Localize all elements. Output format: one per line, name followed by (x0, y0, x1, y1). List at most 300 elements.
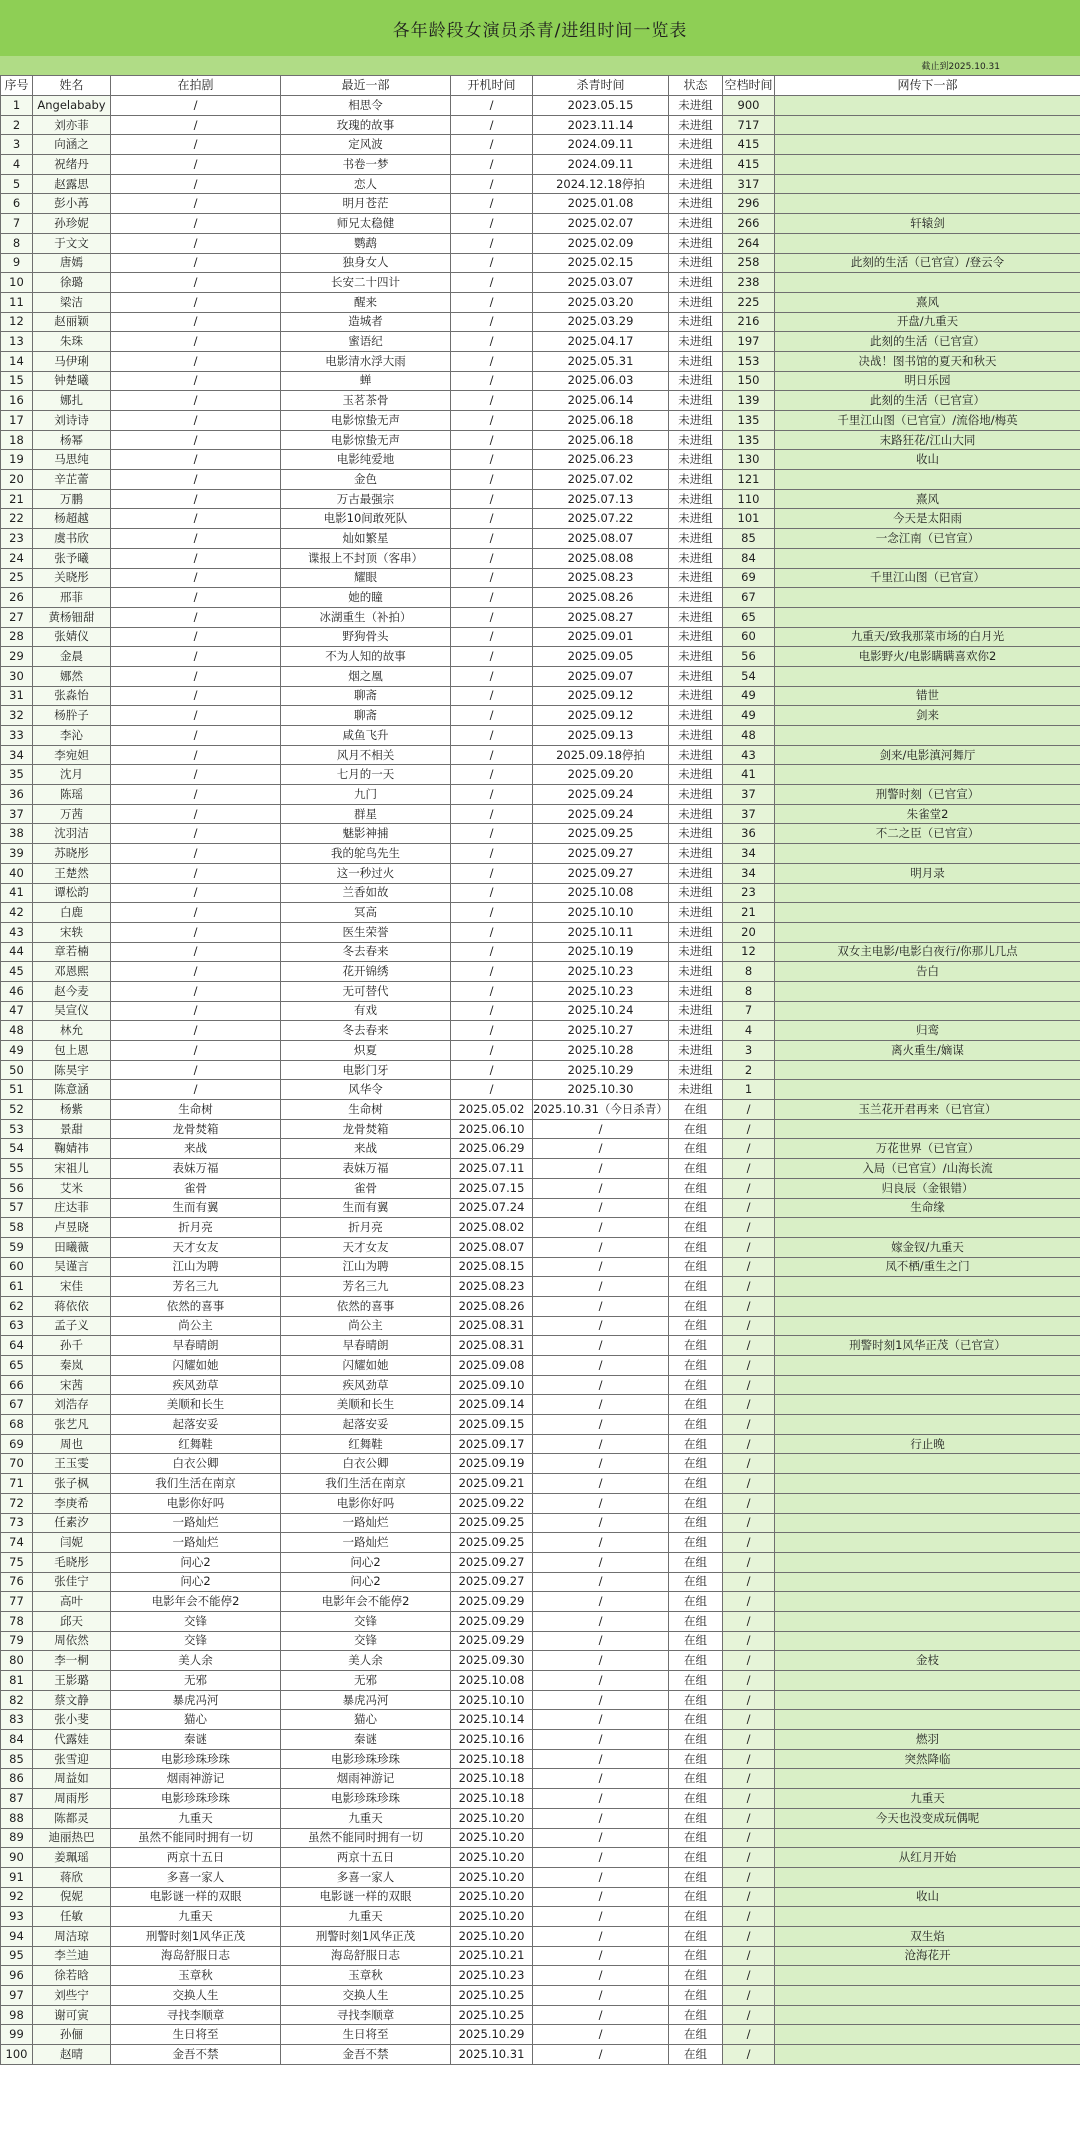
cell-status: 在组 (669, 1749, 723, 1769)
cell-shooting: / (111, 194, 281, 214)
table-row (1, 1789, 1080, 1809)
cell-shooting: 电影珍珠珍珠 (111, 1789, 281, 1809)
cell-name: 孙千 (33, 1336, 111, 1356)
cell-status: 在组 (669, 2025, 723, 2045)
cell-status: 未进组 (669, 351, 723, 371)
cell-next: 此刻的生活（已官宣） (775, 332, 1080, 352)
cell-shooting: 一路灿烂 (111, 1513, 281, 1533)
cell-recent: 九重天 (281, 1907, 451, 1927)
table-row (1, 214, 1080, 234)
table-row (1, 1552, 1080, 1572)
cell-gap: / (723, 1966, 775, 1986)
cell-next (775, 1119, 1080, 1139)
cell-name: 周依然 (33, 1631, 111, 1651)
cell-gap: 48 (723, 726, 775, 746)
cell-recent: 电影惊蛰无声 (281, 411, 451, 431)
cell-next (775, 1572, 1080, 1592)
cell-name: 张小斐 (33, 1710, 111, 1730)
cell-next (775, 115, 1080, 135)
cell-shooting: / (111, 1060, 281, 1080)
cell-wrap: / (533, 1966, 669, 1986)
cell-status: 在组 (669, 1828, 723, 1848)
cell-name: 周洁琼 (33, 1926, 111, 1946)
cell-no: 58 (1, 1218, 33, 1238)
cell-start: 2025.10.20 (451, 1926, 533, 1946)
cell-status: 未进组 (669, 214, 723, 234)
cell-recent: 白衣公卿 (281, 1454, 451, 1474)
table-row (1, 351, 1080, 371)
cell-recent: 明月苍茫 (281, 194, 451, 214)
cell-gap: 69 (723, 568, 775, 588)
cell-recent: 美人余 (281, 1651, 451, 1671)
cell-status: 未进组 (669, 371, 723, 391)
cell-shooting: / (111, 135, 281, 155)
cell-next: 突然降临 (775, 1749, 1080, 1769)
cell-status: 未进组 (669, 430, 723, 450)
table-row (1, 1690, 1080, 1710)
cell-gap: / (723, 1867, 775, 1887)
cell-recent: 电影纯爱地 (281, 450, 451, 470)
cell-no: 46 (1, 981, 33, 1001)
cell-shooting: / (111, 253, 281, 273)
cell-next (775, 883, 1080, 903)
table-row (1, 1533, 1080, 1553)
cell-no: 25 (1, 568, 33, 588)
cell-next: 决战！图书馆的夏天和秋天 (775, 351, 1080, 371)
cell-status: 未进组 (669, 1001, 723, 1021)
table-row (1, 666, 1080, 686)
cell-gap: 4 (723, 1021, 775, 1041)
cell-gap: 34 (723, 844, 775, 864)
cell-gap: 7 (723, 1001, 775, 1021)
cell-name: 鞠婧祎 (33, 1139, 111, 1159)
cell-no: 87 (1, 1789, 33, 1809)
cell-wrap: 2025.10.27 (533, 1021, 669, 1041)
cell-wrap: / (533, 1690, 669, 1710)
cell-recent: 九门 (281, 785, 451, 805)
cell-gap: / (723, 2025, 775, 2045)
cell-recent: 雀骨 (281, 1178, 451, 1198)
cell-next (775, 1828, 1080, 1848)
cell-start: 2025.09.21 (451, 1474, 533, 1494)
cell-status: 在组 (669, 1730, 723, 1750)
cell-wrap: 2025.10.19 (533, 942, 669, 962)
cell-gap: 56 (723, 647, 775, 667)
cell-shooting: / (111, 568, 281, 588)
cell-shooting: / (111, 627, 281, 647)
cell-no: 68 (1, 1415, 33, 1435)
cell-start: / (451, 883, 533, 903)
cell-gap: 258 (723, 253, 775, 273)
cell-wrap: 2025.09.18停拍 (533, 745, 669, 765)
cell-recent: 谍报上不封顶（客串） (281, 548, 451, 568)
cell-shooting: / (111, 666, 281, 686)
cell-shooting: 电影谜一样的双眼 (111, 1887, 281, 1907)
table-row (1, 1316, 1080, 1336)
cell-next (775, 1986, 1080, 2006)
cell-wrap: / (533, 2025, 669, 2045)
cell-shooting: 折月亮 (111, 1218, 281, 1238)
cell-start: / (451, 214, 533, 234)
cell-start: 2025.10.14 (451, 1710, 533, 1730)
cell-recent: 生日将至 (281, 2025, 451, 2045)
cell-next (775, 233, 1080, 253)
cell-status: 未进组 (669, 607, 723, 627)
table-row (1, 233, 1080, 253)
cell-recent: 我们生活在南京 (281, 1474, 451, 1494)
cell-name: 艾米 (33, 1178, 111, 1198)
table-row (1, 115, 1080, 135)
cell-wrap: 2023.05.15 (533, 96, 669, 116)
cell-gap: 139 (723, 391, 775, 411)
cell-recent: 九重天 (281, 1808, 451, 1828)
table-row (1, 430, 1080, 450)
cell-next (775, 726, 1080, 746)
cell-wrap: 2025.09.01 (533, 627, 669, 647)
cell-shooting: 九重天 (111, 1907, 281, 1927)
cell-wrap: 2025.09.12 (533, 686, 669, 706)
cell-gap: 415 (723, 155, 775, 175)
cell-gap: 216 (723, 312, 775, 332)
cell-wrap: 2025.06.23 (533, 450, 669, 470)
cell-next: 九重天 (775, 1789, 1080, 1809)
table-row (1, 1730, 1080, 1750)
table-row (1, 1474, 1080, 1494)
cell-no: 16 (1, 391, 33, 411)
cell-status: 未进组 (669, 686, 723, 706)
cell-name: 章若楠 (33, 942, 111, 962)
cell-name: 邓恩熙 (33, 962, 111, 982)
cell-recent: 相思令 (281, 96, 451, 116)
cell-wrap: / (533, 1474, 669, 1494)
cell-no: 97 (1, 1986, 33, 2006)
cell-start: 2025.10.10 (451, 1690, 533, 1710)
cell-shooting: 金吾不禁 (111, 2045, 281, 2065)
table-row (1, 1907, 1080, 1927)
cell-wrap: / (533, 1139, 669, 1159)
cell-shooting: 问心2 (111, 1572, 281, 1592)
cell-start: / (451, 568, 533, 588)
cell-shooting: 海岛舒服日志 (111, 1946, 281, 1966)
cell-name: 李宛妲 (33, 745, 111, 765)
cell-recent: 耀眼 (281, 568, 451, 588)
cell-start: 2025.07.11 (451, 1159, 533, 1179)
cell-name: 万茜 (33, 804, 111, 824)
cell-no: 60 (1, 1257, 33, 1277)
cell-next (775, 1671, 1080, 1691)
cell-start: 2025.07.24 (451, 1198, 533, 1218)
cell-start: 2025.09.29 (451, 1611, 533, 1631)
cell-shooting: / (111, 351, 281, 371)
cell-no: 21 (1, 489, 33, 509)
cell-next: 朱雀堂2 (775, 804, 1080, 824)
cell-gap: 197 (723, 332, 775, 352)
cell-start: / (451, 450, 533, 470)
cell-wrap: / (533, 2045, 669, 2065)
cell-start: / (451, 115, 533, 135)
cell-gap: / (723, 1257, 775, 1277)
cell-recent: 生而有翼 (281, 1198, 451, 1218)
cell-start: 2025.09.10 (451, 1375, 533, 1395)
cell-status: 未进组 (669, 194, 723, 214)
cell-next: 刑警时刻1风华正茂（已官宣） (775, 1336, 1080, 1356)
cell-gap: 54 (723, 666, 775, 686)
table-row (1, 135, 1080, 155)
cell-gap: / (723, 1493, 775, 1513)
cell-wrap: / (533, 1395, 669, 1415)
cell-shooting: / (111, 214, 281, 234)
cell-recent: 秦谜 (281, 1730, 451, 1750)
cell-no: 72 (1, 1493, 33, 1513)
cell-status: 在组 (669, 1237, 723, 1257)
cell-status: 在组 (669, 1395, 723, 1415)
table-row (1, 726, 1080, 746)
table-row (1, 1434, 1080, 1454)
cell-start: / (451, 785, 533, 805)
cell-next (775, 1710, 1080, 1730)
cell-shooting: 尚公主 (111, 1316, 281, 1336)
cell-start: 2025.10.31 (451, 2045, 533, 2065)
cell-recent: 蜜语纪 (281, 332, 451, 352)
cell-gap: 41 (723, 765, 775, 785)
cell-status: 在组 (669, 1710, 723, 1730)
cell-name: 向涵之 (33, 135, 111, 155)
cell-start: / (451, 529, 533, 549)
cell-shooting: / (111, 96, 281, 116)
cell-recent: 猫心 (281, 1710, 451, 1730)
cell-shooting: 猫心 (111, 1710, 281, 1730)
cell-no: 3 (1, 135, 33, 155)
cell-start: / (451, 765, 533, 785)
cell-no: 71 (1, 1474, 33, 1494)
cell-start: 2025.10.20 (451, 1867, 533, 1887)
cell-start: / (451, 942, 533, 962)
table-row (1, 470, 1080, 490)
table-row (1, 1513, 1080, 1533)
cell-no: 13 (1, 332, 33, 352)
cell-gap: 20 (723, 922, 775, 942)
table-row (1, 1159, 1080, 1179)
cell-status: 未进组 (669, 115, 723, 135)
cell-shooting: / (111, 391, 281, 411)
cell-wrap: 2023.11.14 (533, 115, 669, 135)
cell-shooting: / (111, 430, 281, 450)
header-no: 序号 (1, 76, 33, 96)
cell-name: 马伊琍 (33, 351, 111, 371)
table-row (1, 489, 1080, 509)
cell-status: 未进组 (669, 903, 723, 923)
cell-status: 未进组 (669, 253, 723, 273)
table-row (1, 529, 1080, 549)
cell-wrap: 2025.06.18 (533, 411, 669, 431)
cell-wrap: 2025.10.31（今日杀青） (533, 1100, 669, 1120)
cell-next (775, 607, 1080, 627)
cell-status: 在组 (669, 1769, 723, 1789)
cell-no: 38 (1, 824, 33, 844)
cell-status: 在组 (669, 2005, 723, 2025)
cell-next: 千里江山图（已官宣） (775, 568, 1080, 588)
cell-no: 76 (1, 1572, 33, 1592)
cell-next: 双生焰 (775, 1926, 1080, 1946)
cell-name: 孙珍妮 (33, 214, 111, 234)
cell-shooting: 虽然不能同时拥有一切 (111, 1828, 281, 1848)
cell-shooting: 刑警时刻1风华正茂 (111, 1926, 281, 1946)
table-row (1, 96, 1080, 116)
cell-name: 刘浩存 (33, 1395, 111, 1415)
cell-start: / (451, 332, 533, 352)
cell-name: 谭松韵 (33, 883, 111, 903)
cell-shooting: 白衣公卿 (111, 1454, 281, 1474)
cell-no: 40 (1, 863, 33, 883)
cell-no: 74 (1, 1533, 33, 1553)
cell-wrap: 2025.08.08 (533, 548, 669, 568)
cell-gap: / (723, 1789, 775, 1809)
cell-recent: 依然的喜事 (281, 1296, 451, 1316)
cell-recent: 起落安妥 (281, 1415, 451, 1435)
cell-name: 王玉雯 (33, 1454, 111, 1474)
cell-status: 未进组 (669, 942, 723, 962)
cell-name: 彭小苒 (33, 194, 111, 214)
cell-start: 2025.10.18 (451, 1749, 533, 1769)
cell-name: 沈月 (33, 765, 111, 785)
cell-no: 66 (1, 1375, 33, 1395)
cell-start: 2025.08.15 (451, 1257, 533, 1277)
cell-recent: 龙骨焚箱 (281, 1119, 451, 1139)
table-row (1, 1671, 1080, 1691)
cell-gap: / (723, 1100, 775, 1120)
data-table (0, 75, 1080, 2065)
cell-name: 宋茜 (33, 1375, 111, 1395)
cell-start: / (451, 844, 533, 864)
cell-gap: / (723, 1198, 775, 1218)
cell-start: 2025.10.20 (451, 1808, 533, 1828)
cell-no: 79 (1, 1631, 33, 1651)
cell-no: 27 (1, 607, 33, 627)
cell-recent: 疾风劲草 (281, 1375, 451, 1395)
cell-gap: 415 (723, 135, 775, 155)
cell-recent: 早春晴朗 (281, 1336, 451, 1356)
cell-name: 邢菲 (33, 588, 111, 608)
cell-next (775, 470, 1080, 490)
cell-wrap: / (533, 1592, 669, 1612)
table-row (1, 411, 1080, 431)
cell-gap: / (723, 1631, 775, 1651)
cell-no: 15 (1, 371, 33, 391)
cell-next (775, 1631, 1080, 1651)
cell-status: 在组 (669, 1493, 723, 1513)
table-row (1, 1966, 1080, 1986)
cell-gap: / (723, 2005, 775, 2025)
cell-recent: 电影门牙 (281, 1060, 451, 1080)
cell-status: 未进组 (669, 844, 723, 864)
cell-start: 2025.10.20 (451, 1907, 533, 1927)
cell-recent: 无可替代 (281, 981, 451, 1001)
cell-status: 未进组 (669, 411, 723, 431)
table-row (1, 194, 1080, 214)
cell-wrap: 2025.10.28 (533, 1041, 669, 1061)
cell-no: 100 (1, 2045, 33, 2065)
cell-gap: 60 (723, 627, 775, 647)
cell-gap: / (723, 1119, 775, 1139)
cell-gap: 121 (723, 470, 775, 490)
cell-no: 35 (1, 765, 33, 785)
cell-name: 辛芷蕾 (33, 470, 111, 490)
cell-status: 未进组 (669, 745, 723, 765)
cell-no: 63 (1, 1316, 33, 1336)
table-row (1, 391, 1080, 411)
cell-status: 未进组 (669, 489, 723, 509)
cell-wrap: / (533, 1631, 669, 1651)
cell-status: 在组 (669, 1867, 723, 1887)
cell-wrap: 2025.03.29 (533, 312, 669, 332)
cell-next (775, 1907, 1080, 1927)
cell-wrap: 2024.09.11 (533, 155, 669, 175)
cell-status: 未进组 (669, 96, 723, 116)
cell-no: 7 (1, 214, 33, 234)
cell-gap: 43 (723, 745, 775, 765)
cell-no: 94 (1, 1926, 33, 1946)
cell-shooting: / (111, 529, 281, 549)
cell-status: 在组 (669, 1848, 723, 1868)
cell-recent: 鹦鹉 (281, 233, 451, 253)
cell-next (775, 1296, 1080, 1316)
cell-recent: 电影清水浮大雨 (281, 351, 451, 371)
cell-recent: 电影10间敢死队 (281, 509, 451, 529)
cell-no: 18 (1, 430, 33, 450)
cell-wrap: / (533, 1434, 669, 1454)
cell-wrap: / (533, 1926, 669, 1946)
cell-name: 高叶 (33, 1592, 111, 1612)
cell-name: 孟子义 (33, 1316, 111, 1336)
cell-shooting: 秦谜 (111, 1730, 281, 1750)
cell-recent: 群星 (281, 804, 451, 824)
cell-no: 52 (1, 1100, 33, 1120)
cell-gap: 130 (723, 450, 775, 470)
cell-status: 在组 (669, 1631, 723, 1651)
cell-status: 在组 (669, 1474, 723, 1494)
cell-shooting: 生命树 (111, 1100, 281, 1120)
cell-status: 在组 (669, 1296, 723, 1316)
cell-gap: / (723, 1769, 775, 1789)
cell-shooting: / (111, 292, 281, 312)
cell-gap: 37 (723, 804, 775, 824)
cell-recent: 咸鱼飞升 (281, 726, 451, 746)
cell-status: 在组 (669, 1356, 723, 1376)
title-band (0, 0, 1080, 56)
cell-gap: / (723, 1316, 775, 1336)
cell-recent: 一路灿烂 (281, 1533, 451, 1553)
date-band (0, 56, 1080, 75)
cell-no: 43 (1, 922, 33, 942)
cell-recent: 交锋 (281, 1611, 451, 1631)
cell-name: 关晓彤 (33, 568, 111, 588)
cell-shooting: 电影你好吗 (111, 1493, 281, 1513)
cell-gap: / (723, 1611, 775, 1631)
table-row (1, 844, 1080, 864)
cell-start: 2025.10.20 (451, 1848, 533, 1868)
cell-wrap: 2025.09.13 (533, 726, 669, 746)
cell-next: 入局（已官宣）/山海长流 (775, 1159, 1080, 1179)
cell-next: 从红月开始 (775, 1848, 1080, 1868)
cell-shooting: 早春晴朗 (111, 1336, 281, 1356)
cell-gap: / (723, 1513, 775, 1533)
table-row (1, 942, 1080, 962)
cell-shooting: / (111, 548, 281, 568)
cell-start: / (451, 174, 533, 194)
cell-recent: 闪耀如她 (281, 1356, 451, 1376)
cell-start: 2025.09.27 (451, 1572, 533, 1592)
cell-gap: / (723, 1730, 775, 1750)
